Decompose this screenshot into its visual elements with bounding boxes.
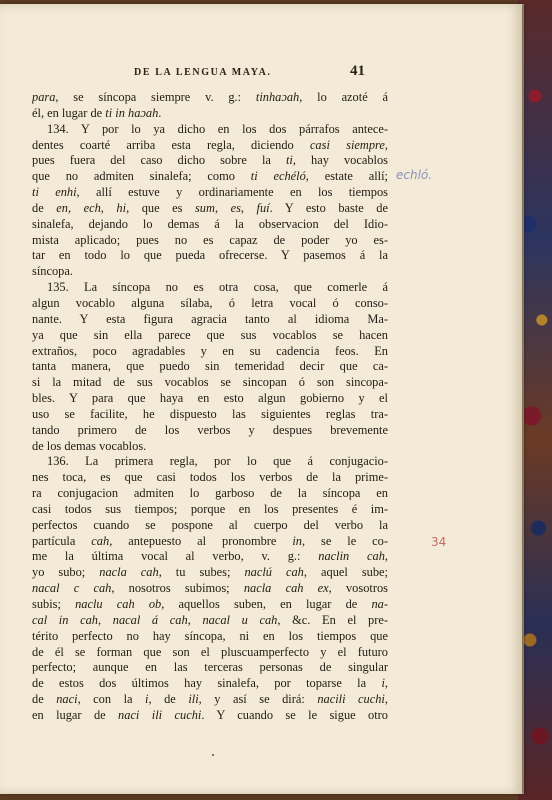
text-line: dentes coarté arriba esta regla, diciendo casi siempre, <box>32 137 388 152</box>
text-line: uso se facilite, he dispuesto las siguientes reglas tra- <box>32 406 388 421</box>
text-line: de estos dos últimos hay sinalefa, por toparse la i, <box>32 676 388 691</box>
text-line: en lugar de naci ili cuchi. Y cuando se le sigue otro <box>32 707 388 722</box>
text-line: él, en lugar de ti in haɔah. <box>32 105 162 120</box>
text-line: 136. La primera regla, por lo que á conjugacio- <box>47 454 388 469</box>
text-line: subis; naclu cah ob, aquellos suben, en lugar de na- <box>32 597 388 611</box>
margin-note-pencil-number: 34 <box>431 535 447 549</box>
text-line: casi todos sus tiempos; porque en los presentes é im- <box>32 501 388 516</box>
text-line: ti enhi, allí estuve y ordinariamente en los tiempos <box>32 185 388 200</box>
body-text <box>32 90 388 724</box>
text-line: síncopa. <box>32 264 73 279</box>
text-line: 134. Y por lo ya dicho en los dos párrafos antece- <box>47 121 388 136</box>
text-line: perfecto; aunque en las terceras personas de singular <box>32 660 388 675</box>
text-line: tando primero de los verbos y despues brevemente <box>32 422 388 437</box>
text-line: perfectos cuando se pospone al cuerpo del verbo la <box>32 517 388 532</box>
text-line: ra conjugacion admiten lo garboso de la síncopa en <box>32 486 388 501</box>
page-header <box>32 63 378 83</box>
text-line: partícula cah, antepuesto al pronombre in, se le co- <box>32 533 388 548</box>
text-line: yo subo; nacla cah, tu subes; naclú cah, aquel sube; <box>32 565 388 580</box>
text-line: mista aplicado; pues no es capaz de poder yo es- <box>32 232 388 247</box>
text-line: bles. Y para que haya en esto algun gobierno y el <box>32 391 388 406</box>
text-line: tanta manera, que puedo sin temeridad decir que ca- <box>32 359 388 374</box>
text-line: 135. La síncopa no es otra cosa, que comerle á <box>47 280 388 295</box>
text-line: pues fuera del caso dicho sobre la ti, hay vocablos <box>32 153 388 168</box>
running-head: DE LA LENGUA MAYA. <box>134 67 272 78</box>
text-line: cal in cah, nacal á cah, nacal u cah, &c. En el pre- <box>32 612 388 627</box>
text-line: nes toca, es que casi todos los verbos de la prime- <box>32 470 388 485</box>
text-line: si la mitad de sus vocablos se sincopan ó son sincopa- <box>32 375 388 390</box>
text-line: ya que sin ella parece que sus vocablos se hacen <box>32 327 388 342</box>
text-line: de él se forman que son el pluscuamperfecto y el futuro <box>32 644 388 659</box>
text-line: sinalefa, dejando lo demas á la observacion del Idio- <box>32 216 388 231</box>
text-line: nacal c cah, nosotros subimos; nacla cah ex, vosotros <box>32 581 388 596</box>
text-line: que no admiten sinalefa; como ti echéló, estate allí; <box>32 169 388 184</box>
text-line: nante. Y esta figura agracia tanto al idioma Ma- <box>32 311 388 326</box>
text-line: tar en todo lo que pueda ofrecerse. Y pasemos á la <box>32 248 388 263</box>
text-line: me la última vocal al verbo, v. g.: naclin cah, <box>32 549 388 564</box>
signature-mark <box>212 754 214 756</box>
text-line: térito perfecto no hay síncopa, ni en los tiempos que <box>32 628 388 643</box>
text-line: de en, ech, hi, que es sum, es, fuí. Y esto baste de <box>32 200 388 215</box>
margin-note-handwritten: echló. <box>396 168 433 182</box>
text-line: extraños, poco agradables y en su cadencia feos. En <box>32 343 388 358</box>
page-number: 41 <box>350 63 365 79</box>
text-line: de los demas vocablos. <box>32 438 147 453</box>
text-line: de naci, con la i, de ili, y así se dirá: nacili cuchi, <box>32 692 388 707</box>
text-line: para, se síncopa siempre v. g.: tinhaɔah, lo azoté á <box>32 90 388 104</box>
text-line: algun vocablo alguna sílaba, ó letra vocal ó conso- <box>32 295 388 310</box>
